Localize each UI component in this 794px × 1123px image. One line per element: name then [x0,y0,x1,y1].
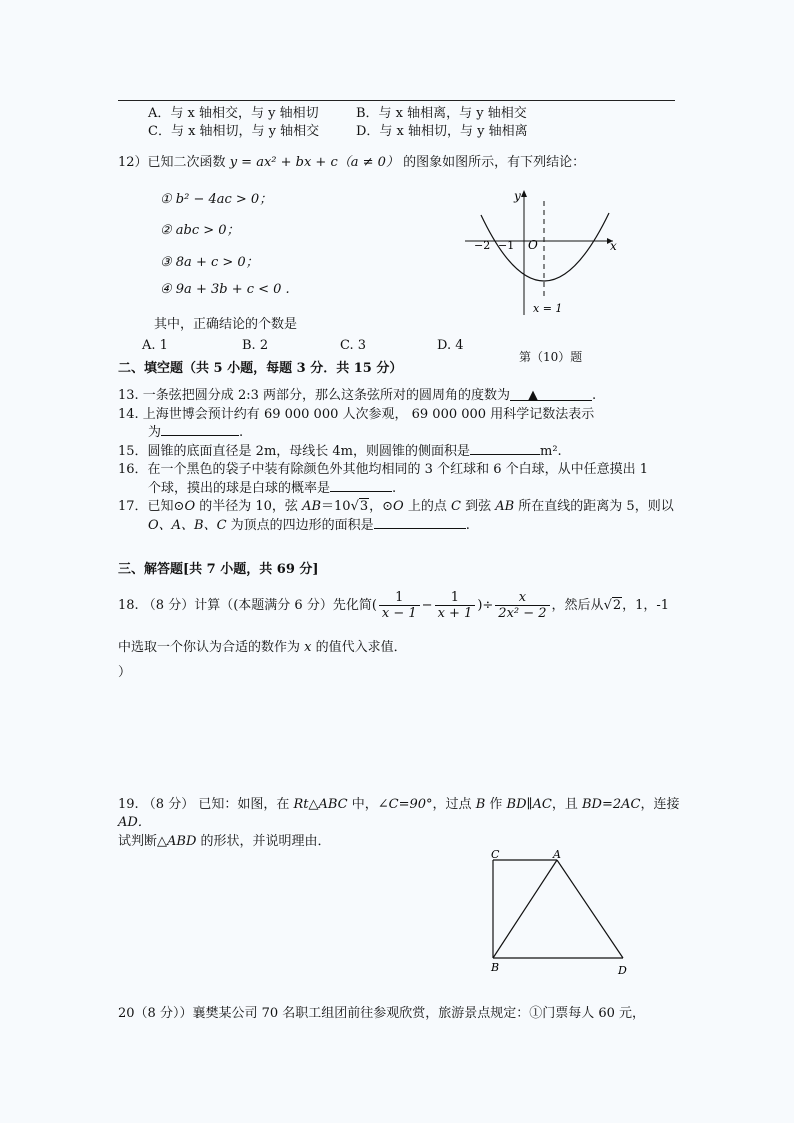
q19-b: B [475,797,486,812]
q19-abd: ABD [167,834,197,849]
q14-line-2 [148,421,243,440]
q11-option-a: A．与 x 轴相交，与 y 轴相切 [148,106,319,121]
q19-l1a: 19. （8 分） 已知：如图，在 [118,797,294,812]
q17-l1c: ，⊙ [369,499,394,514]
vertex-label-b: B [491,961,500,974]
q17-c: C [450,499,461,514]
q18-x: x [304,640,312,655]
q18-f1-den: x − 1 [381,606,417,621]
q16-line-2-text: 个球，摸出的球是白球的概率是 [148,481,331,496]
x-axis-label: x [610,239,617,253]
q18-line-3: ） [118,665,132,680]
vertex-label-d: D [618,964,627,977]
segment-ad [557,860,623,958]
q19-l3a: 试判断△ [118,834,167,849]
q12-conclusion-3: ③ 8a + c > 0； [160,255,259,270]
parabola-figure [455,183,630,323]
q19-rt: Rt△ABC [293,797,348,812]
q19-l1d: 作 [485,797,507,812]
q18-f2-den: x + 1 [437,606,473,621]
q17-l1b: 的半径为 10，弦 [195,499,303,514]
vertex-label-c: C [491,848,500,861]
q18-fraction-2 [435,590,476,621]
q15 [118,440,562,459]
q17-ab2: AB [495,499,515,514]
q11-option-c: C．与 x 轴相切，与 y 轴相交 [148,124,320,139]
q15-text: 15．圆锥的底面直径是 2m，母线长 4m，则圆锥的侧面积是 [118,444,471,459]
q18-div: )÷ [477,598,494,613]
q18-f2-num: 1 [435,590,476,606]
q19-angle: C=90° [388,797,433,812]
q15-unit: m². [540,444,562,459]
q17-root: 3 [359,499,369,514]
y-axis-label: y [514,189,521,203]
q12-conclusion-1: ① b² − 4ac > 0； [160,192,273,207]
q12-option-c: C. 3 [340,338,367,353]
q17-points: O、A、B、C [148,518,227,533]
q12-option-d: D. 4 [437,338,464,353]
q19-l1f: ，连接 [640,797,680,812]
q13-text: 13. 一条弦把圆分成 2:3 两部分，那么这条弦所对的圆周角的度数为 [118,388,510,403]
q12-stem-prefix: 12）已知二次函数 [118,155,226,170]
q16-line-2 [148,477,396,496]
tick-label-minus-2: −2 [474,239,491,252]
q20-line-1: 20（8 分））襄樊某公司 70 名职工组团前往参观欣赏，旅游景点规定：①门票每人 60 元， [118,1006,646,1021]
q12-option-a: A. 1 [142,338,168,353]
q19-line-3 [118,830,331,849]
q19-bd2: BD=2AC [581,797,641,812]
q18-line-2 [118,636,407,655]
q18-l2b: 的值代入求值． [311,640,407,655]
q12-stem-formula: y = ax² + bx + c（a ≠ 0） [229,155,399,170]
q18-prefix: 18. （8 分）计算（(本题满分 6 分）先化简( [118,598,377,613]
q17-l1e: 到弦 [460,499,496,514]
origin-label: O [528,238,538,252]
q16-end: . [392,481,397,496]
tick-label-minus-1: −1 [498,239,515,252]
section-3-title: 三、解答题[共 7 小题，共 69 分] [118,562,319,577]
q12-conclusion-4: ④ 9a + 3b + c < 0 . [160,282,290,297]
q14-line-1: 14. 上海世博会预计约有 69 000 000 人次参观， 69 000 000 用科学记数法表示 [118,407,595,422]
q17-o1: O [184,499,196,514]
q12-conclusion-2: ② abc > 0； [160,223,240,238]
q19-line-1 [118,793,679,812]
q12-stem [118,151,585,170]
q14-end: . [239,425,244,440]
q17-eq: ＝10 [321,499,351,514]
q17-end: . [465,518,470,533]
q17-l2b: 为顶点的四边形的面积是 [226,518,374,533]
q12-stem-suffix: 的图象如图所示，有下列结论： [403,155,586,170]
q17-ab: AB [302,499,322,514]
q13-answer-blank [510,388,592,401]
q18-l2a: 中选取一个你认为合适的数作为 [118,640,305,655]
q18-after: ，然后从 [551,598,604,613]
q18-root: 2 [612,598,622,613]
q15-answer-blank [470,442,540,455]
q13-end: . [592,388,597,403]
q18-minus: − [421,598,433,613]
q18-fraction-3 [495,590,549,621]
q16-line-1: 16．在一个黑色的袋子中装有除颜色外其他均相同的 3 个红球和 6 个白球，从中任意摸出 1 [118,462,649,477]
q17-o2: O [393,499,404,514]
q17-l1a: 17．已知⊙ [118,499,185,514]
triangle-figure [485,847,635,977]
q12-option-b: B. 2 [242,338,269,353]
segment-ab [493,860,557,958]
section-2-title: 二、填空题（共 5 小题，每题 3 分．共 15 分） [118,361,403,376]
q16-answer-blank [330,479,392,492]
symmetry-axis-label: x = 1 [533,302,563,315]
q19-line-2: AD． [118,815,151,830]
top-rule [118,100,675,101]
q18-f1-num: 1 [379,590,420,606]
q19-l3b: 的形状，并说明理由． [196,834,331,849]
q18-f3-den: 2x² − 2 [498,606,547,621]
q18-values: ，1，-1 [622,598,670,613]
q11-option-d: D．与 x 轴相切，与 y 轴相离 [356,124,528,139]
q18-f3-num: x [495,590,549,606]
q19-l1e: ，且 [551,797,582,812]
q18-fraction-1 [379,590,420,621]
figure-caption: 第（10）题 [519,350,583,364]
q17-line-1: 17．已知⊙O 的半径为 10，弦 AB＝10√3，⊙O 上的点 C 到弦 AB 所在直线的距离为 5，则以 [118,499,674,514]
q17-l1f: 所在直线的距离为 5，则以 [514,499,674,514]
q13-blank-mark: ▲ [528,388,538,403]
q17-l1d: 上的点 [403,499,451,514]
q14-answer-blank [161,423,239,436]
vertex-label-a: A [553,848,561,861]
q11-option-b: B．与 x 轴相离，与 y 轴相交 [356,106,527,121]
q19-l1b: 中，∠ [347,797,389,812]
q18-line-1: 18. （8 分）计算（(本题满分 6 分）先化简( $\frac{1}{x - 1}$ − $\frac{1}{x + 1}$ )÷ $\frac{x}{\text{2x² − 2}}$ ，然后从√2，1，-1 [118,590,670,621]
q12-question: 其中，正确结论的个数是 [154,317,298,332]
q17-answer-blank [374,516,466,529]
q14-line-2-text: 为 [148,425,162,440]
y-axis-arrow [521,190,527,197]
q17-line-2 [148,514,470,533]
q19-bd: BD∥AC [506,797,552,812]
q19-l1c: ，过点 [432,797,476,812]
q13 [118,384,596,403]
